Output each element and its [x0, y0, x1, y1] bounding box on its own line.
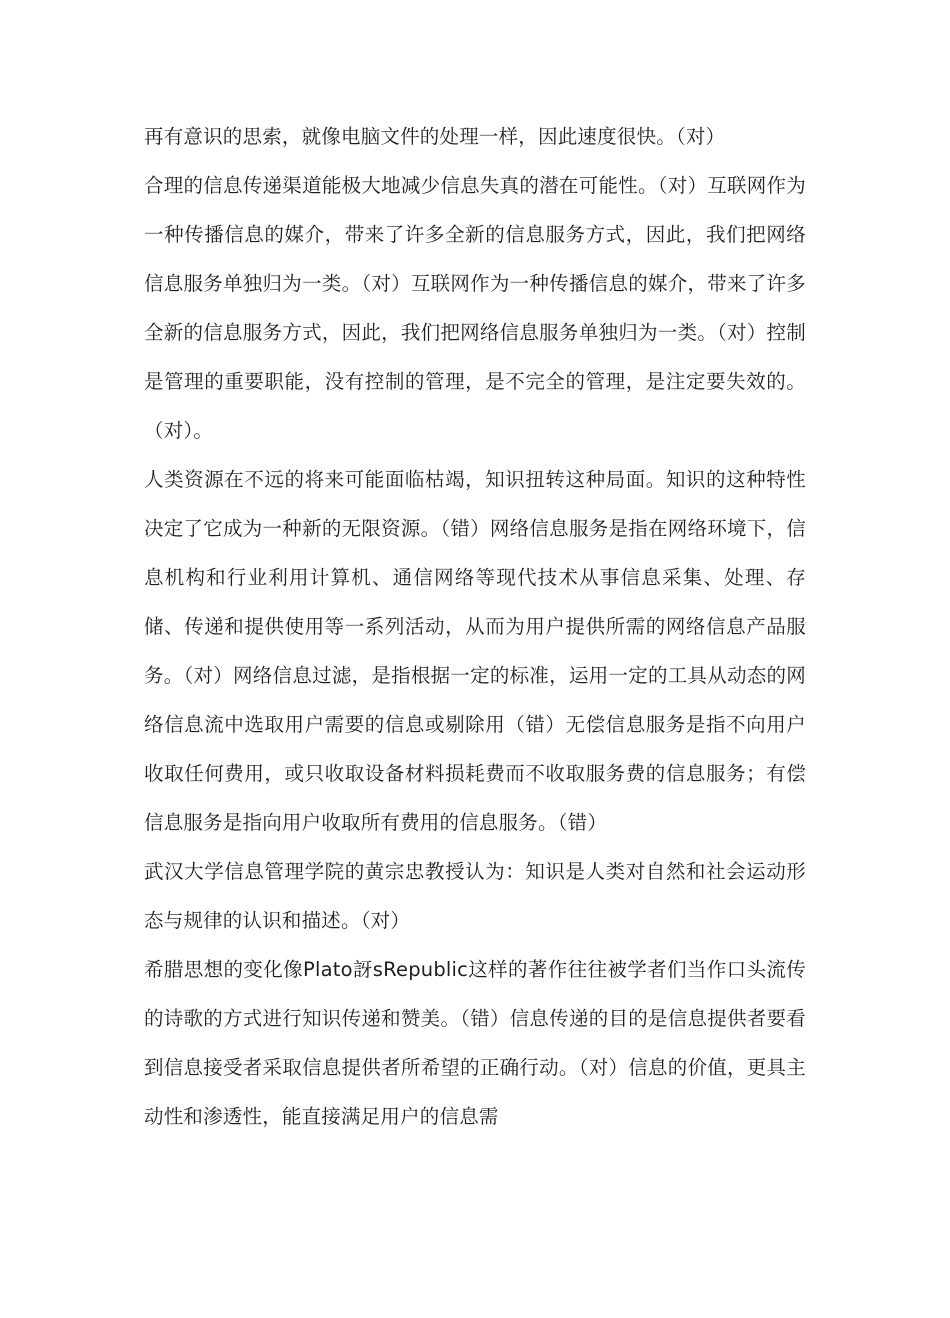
paragraph-1: 再有意识的思索，就像电脑文件的处理一样，因此速度很快。（对） [144, 125, 726, 148]
paragraph-2: 合理的信息传递渠道能极大地减少信息失真的潜在可能性。（对）互联网作为一种传播信息的媒介，带来了许多全新的信息服务方式，因此，我们把网络信息服务单独归为一类。（对）互联网作为一种传播信息的媒介，带来了许多全新的信息服务方式，因此，我们把网络信息服务单独归为一类。（对）控制是管理的重要职能，没有控制的管理，是不完全的管理，是注定要失效的。（对）。 [144, 174, 806, 442]
paragraph-4: 武汉大学信息管理学院的黄宗忠教授认为：知识是人类对自然和社会运动形态与规律的认识和描述。（对） [144, 860, 806, 932]
paragraph-3: 人类资源在不远的将来可能面临枯竭，知识扭转这种局面。知识的这种特性决定了它成为一种新的无限资源。（错）网络信息服务是指在网络环境下，信息机构和行业利用计算机、通信网络等现代技术从事信息采集、处理、存储、传递和提供使用等一系列活动，从而为用户提供所需的网络信息产品服务。（对）网络信息过滤，是指根据一定的标准，运用一定的工具从动态的网络信息流中选取用户需要的信息或剔除用（错）无偿信息服务是指不向用户收取任何费用，或只收取设备材料损耗费而不收取服务费的信息服务；有偿信息服务是指向用户收取所有费用的信息服务。（错） [144, 468, 806, 834]
paragraph-5: 希腊思想的变化像Plato訝sRepublic这样的著作往往被学者们当作口头流传的诗歌的方式进行知识传递和赞美。（错）信息传递的目的是信息提供者要看到信息接受者采取信息提供者所希望的正确行动。（对）信息的价值，更具主动性和渗透性，能直接满足用户的信息需 [144, 958, 806, 1128]
document-page [144, 112, 806, 1141]
